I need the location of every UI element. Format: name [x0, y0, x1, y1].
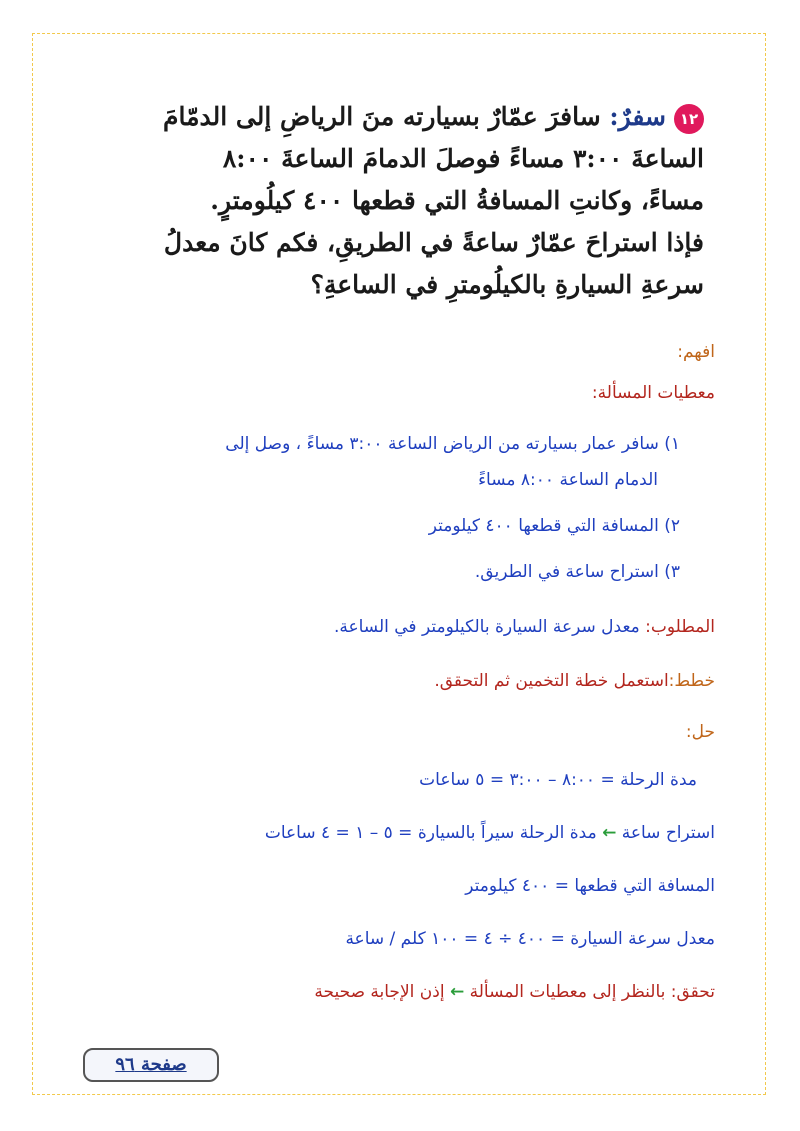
plan-label: خطط:	[668, 671, 715, 691]
given-item-1-continued: الدمام الساعة ٨:٠٠ مساءً	[478, 470, 658, 490]
solve-heading: حل:	[685, 722, 715, 742]
problem-statement	[124, 96, 704, 306]
solve-duration: مدة الرحلة = ٨:٠٠ – ٣:٠٠ = ٥ ساعات	[419, 770, 697, 790]
check-line: تحقق: بالنظر إلى معطيات المسألة ← إذن الإجابة صحيحة	[314, 982, 715, 1002]
page-number-label: صفحة ٩٦	[83, 1048, 219, 1082]
problem-line-4: فإذا استراحَ عمّارٌ ساعةً في الطريقِ، فكم كانَ معدلُ	[163, 228, 704, 257]
arrow-icon: ←	[449, 982, 465, 1002]
problem-number-badge: ١٢	[674, 104, 704, 134]
required-line	[334, 617, 715, 637]
problem-line-2: الساعةَ ٣:٠٠ مساءً فوصلَ الدمامَ الساعةَ ٨:٠٠	[222, 144, 704, 173]
problem-title-word: سفرٌ:	[609, 102, 666, 131]
plan-line	[434, 671, 715, 691]
problem-line-1: ١٢سفرٌ: سافرَ عمّارٌ بسيارته منَ الرياضِ إلى الدمّامَ	[124, 96, 704, 138]
arrow-icon: ←	[602, 823, 617, 843]
given-item-1: ١) سافر عمار بسيارته من الرياض الساعة ٣:٠٠ مساءً ، وصل إلى	[225, 434, 680, 454]
problem-line-5: سرعةِ السيارةِ بالكيلُومترِ في الساعةِ؟	[310, 270, 704, 299]
given-item-2: ٢) المسافة التي قطعها ٤٠٠ كيلومتر	[428, 516, 680, 536]
given-item-3: ٣) استراح ساعة في الطريق.	[474, 562, 680, 582]
plan-text: استعمل خطة التخمين ثم التحقق.	[434, 671, 669, 691]
required-label: المطلوب:	[645, 617, 715, 637]
understand-heading: افهم:	[677, 342, 715, 362]
givens-heading: معطيات المسألة:	[591, 383, 715, 403]
required-text: معدل سرعة السيارة بالكيلومتر في الساعة.	[333, 617, 646, 637]
problem-line-3: مساءً، وكانتِ المسافةُ التي قطعها ٤٠٠ كيلُومترٍ.	[210, 186, 704, 215]
solve-distance: المسافة التي قطعها = ٤٠٠ كيلومتر	[465, 876, 715, 896]
solve-speed: معدل سرعة السيارة = ٤٠٠ ÷ ٤ = ١٠٠ كلم / ساعة	[345, 929, 715, 949]
solve-rest: استراح ساعة ← مدة الرحلة سيراً بالسيارة = ٥ – ١ = ٤ ساعات	[264, 823, 715, 843]
